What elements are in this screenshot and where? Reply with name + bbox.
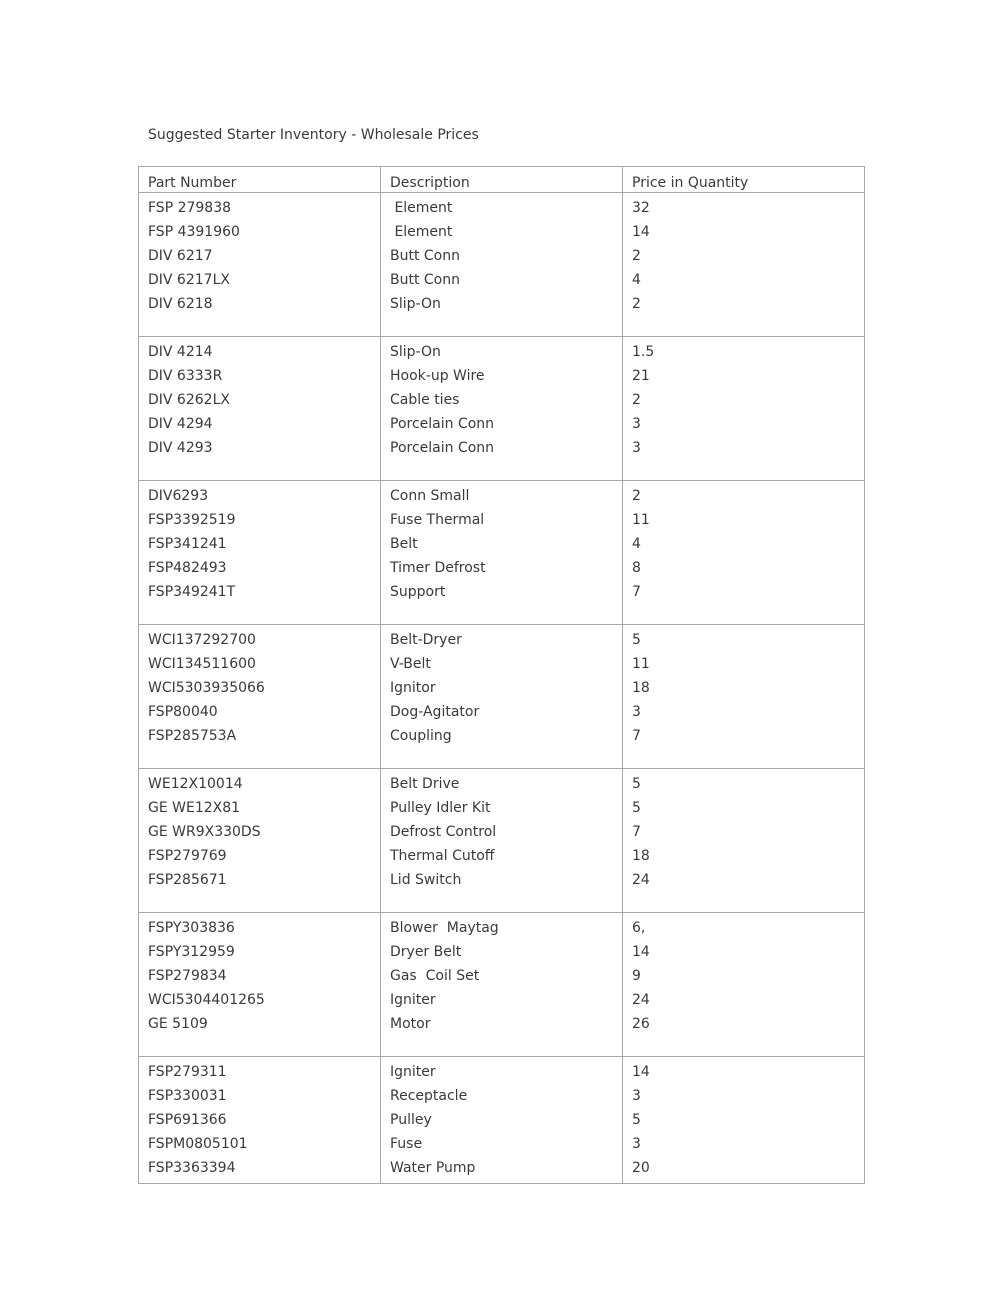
description: Thermal Cutoff (390, 848, 495, 864)
part-number: DIV 6262LX (148, 392, 230, 408)
price: 2 (632, 296, 641, 312)
part-number: WCI5304401265 (148, 992, 265, 1008)
description: Porcelain Conn (390, 440, 495, 456)
description: Fuse Thermal (390, 512, 485, 528)
price: 24 (632, 872, 650, 888)
part-number: GE 5109 (148, 1016, 208, 1032)
part-number: FSP330031 (148, 1088, 227, 1104)
table-row-group (139, 193, 865, 337)
description-cell (381, 193, 623, 337)
price: 2 (632, 248, 641, 264)
table-row-group (139, 913, 865, 1057)
part-number: DIV 6333R (148, 368, 223, 384)
part-number: FSP80040 (148, 704, 218, 720)
description-cell (381, 913, 623, 1057)
description: Timer Defrost (390, 560, 486, 576)
part-number: FSPY303836 (148, 920, 235, 936)
price-cell (623, 193, 865, 337)
part-number: DIV 6217 (148, 248, 213, 264)
document-title: Suggested Starter Inventory - Wholesale Prices (148, 127, 479, 143)
part-number: FSP341241 (148, 536, 227, 552)
price: 8 (632, 560, 641, 576)
price: 3 (632, 1136, 641, 1152)
part-number: DIV 6218 (148, 296, 213, 312)
part-number: WCI134511600 (148, 656, 256, 672)
price-cell (623, 481, 865, 625)
description-cell (381, 1057, 623, 1184)
price: 5 (632, 632, 641, 648)
description: Belt-Dryer (390, 632, 462, 648)
price: 5 (632, 800, 641, 816)
part-number: DIV6293 (148, 488, 209, 504)
part-number-cell (139, 1057, 381, 1184)
part-number: FSP285753A (148, 728, 237, 744)
description: Coupling (390, 728, 452, 744)
description: Butt Conn (390, 272, 460, 288)
description: Element (390, 224, 453, 240)
description: Blower Maytag (390, 920, 499, 936)
description: Motor (390, 1016, 431, 1032)
price: 24 (632, 992, 650, 1008)
table-row-group (139, 625, 865, 769)
description: Lid Switch (390, 872, 462, 888)
price: 14 (632, 944, 650, 960)
price: 2 (632, 392, 641, 408)
price-cell (623, 337, 865, 481)
price: 11 (632, 512, 650, 528)
price: 1.5 (632, 344, 655, 360)
part-number-cell (139, 913, 381, 1057)
part-number: WCI5303935066 (148, 680, 265, 696)
description-cell (381, 481, 623, 625)
description: Element (390, 200, 453, 216)
part-number-cell (139, 337, 381, 481)
description: Support (390, 584, 446, 600)
price: 14 (632, 1064, 650, 1080)
price: 14 (632, 224, 650, 240)
price: 21 (632, 368, 650, 384)
table-row-group (139, 1057, 865, 1184)
description: Hook-up Wire (390, 368, 485, 384)
price: 7 (632, 584, 641, 600)
part-number: FSP3392519 (148, 512, 236, 528)
part-number: FSPM0805101 (148, 1136, 248, 1152)
description: Belt (390, 536, 418, 552)
description: Porcelain Conn (390, 416, 495, 432)
price: 20 (632, 1160, 650, 1176)
price-cell (623, 913, 865, 1057)
description: Receptacle (390, 1088, 468, 1104)
part-number-cell (139, 625, 381, 769)
description: Butt Conn (390, 248, 460, 264)
description: Defrost Control (390, 824, 497, 840)
part-number: GE WE12X81 (148, 800, 241, 816)
part-number: FSP349241T (148, 584, 236, 600)
price: 11 (632, 656, 650, 672)
description: Slip-On (390, 296, 441, 312)
inventory-table (138, 166, 865, 1184)
part-number: FSP 279838 (148, 200, 232, 216)
price: 26 (632, 1016, 650, 1032)
part-number: DIV 4214 (148, 344, 213, 360)
description: Igniter (390, 1064, 436, 1080)
price: 18 (632, 848, 650, 864)
description: Cable ties (390, 392, 460, 408)
part-number-cell (139, 769, 381, 913)
description-cell (381, 337, 623, 481)
price: 9 (632, 968, 641, 984)
description: Dog-Agitator (390, 704, 480, 720)
price: 3 (632, 416, 641, 432)
description-cell (381, 625, 623, 769)
price-cell (623, 1057, 865, 1184)
table-row-group (139, 481, 865, 625)
price: 3 (632, 440, 641, 456)
description: Ignitor (390, 680, 436, 696)
part-number: WCI137292700 (148, 632, 256, 648)
part-number: FSP285671 (148, 872, 227, 888)
part-number: FSP 4391960 (148, 224, 240, 240)
description: Dryer Belt (390, 944, 462, 960)
price-cell (623, 625, 865, 769)
header-description: Description (381, 167, 623, 193)
part-number: FSP3363394 (148, 1160, 236, 1176)
description: Fuse (390, 1136, 423, 1152)
part-number: WE12X10014 (148, 776, 243, 792)
part-number: FSP691366 (148, 1112, 227, 1128)
price: 4 (632, 536, 641, 552)
table-row-group (139, 769, 865, 913)
part-number: DIV 6217LX (148, 272, 230, 288)
part-number: DIV 4294 (148, 416, 213, 432)
description: Water Pump (390, 1160, 476, 1176)
table-header-row (139, 167, 865, 193)
description-cell (381, 769, 623, 913)
price: 5 (632, 1112, 641, 1128)
description: V-Belt (390, 656, 431, 672)
part-number: FSPY312959 (148, 944, 235, 960)
description: Conn Small (390, 488, 470, 504)
description: Pulley Idler Kit (390, 800, 491, 816)
price: 2 (632, 488, 641, 504)
description: Belt Drive (390, 776, 460, 792)
price: 18 (632, 680, 650, 696)
part-number: FSP482493 (148, 560, 227, 576)
description: Gas Coil Set (390, 968, 480, 984)
part-number: GE WR9X330DS (148, 824, 261, 840)
header-price-in-quantity: Price in Quantity (623, 167, 865, 193)
table-body (139, 193, 865, 1184)
part-number: FSP279769 (148, 848, 227, 864)
part-number: FSP279311 (148, 1064, 227, 1080)
description: Pulley (390, 1112, 432, 1128)
part-number-cell (139, 481, 381, 625)
price-cell (623, 769, 865, 913)
header-part-number: Part Number (139, 167, 381, 193)
price: 3 (632, 704, 641, 720)
price: 6, (632, 920, 646, 936)
price: 3 (632, 1088, 641, 1104)
price: 4 (632, 272, 641, 288)
price: 32 (632, 200, 650, 216)
part-number: FSP279834 (148, 968, 227, 984)
part-number-cell (139, 193, 381, 337)
part-number: DIV 4293 (148, 440, 213, 456)
description: Igniter (390, 992, 436, 1008)
table-row-group (139, 337, 865, 481)
description: Slip-On (390, 344, 441, 360)
price: 7 (632, 824, 641, 840)
price: 5 (632, 776, 641, 792)
price: 7 (632, 728, 641, 744)
